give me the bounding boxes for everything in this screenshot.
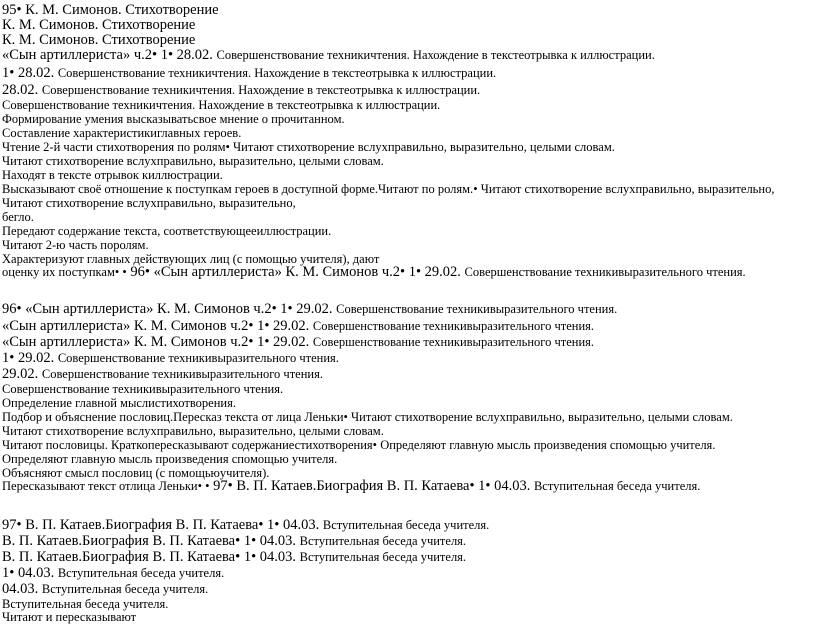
text-run: 1 xyxy=(474,478,486,494)
bullet-icon: • xyxy=(287,301,293,317)
document-line xyxy=(2,366,323,382)
bullet-icon: • xyxy=(9,565,15,581)
text-run: Совершенствование техникичтения. Нахождение в текстеотрывка к иллюстрации. xyxy=(2,98,441,112)
text-run: В. П. Катаев.Биография В. П. Катаева xyxy=(2,533,236,549)
text-run: 97 xyxy=(209,478,228,494)
document-line xyxy=(2,549,466,565)
bullet-icon: • xyxy=(251,533,257,549)
bullet-icon: • xyxy=(16,301,22,317)
text-run: Вступительная беседа учителя. xyxy=(299,534,467,548)
bullet-icon: • xyxy=(167,47,174,63)
bullet-icon: • xyxy=(258,517,264,533)
text-run: 1 xyxy=(263,517,275,533)
text-run: В. П. Катаев.Биография В. П. Катаева xyxy=(232,478,470,494)
text-run: 29.02. xyxy=(269,334,313,350)
bullet-icon: • xyxy=(469,478,475,494)
bullet-icon: • xyxy=(372,438,378,452)
text-run: В. П. Катаев.Биография В. П. Катаева xyxy=(2,549,236,565)
bullet-icon: • xyxy=(205,479,210,493)
text-run: Вступительная беседа учителя. xyxy=(2,597,169,611)
bullet-icon: • xyxy=(264,318,270,334)
text-run: Вступительная беседа учителя. xyxy=(322,518,490,532)
bullet-icon: • xyxy=(251,549,257,565)
document-line xyxy=(2,318,594,334)
document-line xyxy=(2,82,480,98)
text-run: К. М. Симонов. Стихотворение xyxy=(2,32,196,48)
text-run: 28.02. xyxy=(173,47,217,63)
text-run: Читают и пересказывают xyxy=(2,610,137,624)
bullet-icon: • xyxy=(227,478,233,494)
document-line xyxy=(2,195,296,211)
text-run: Передают содержание текста, соответствующееиллюстрации. xyxy=(2,224,332,238)
text-run: 04.03. xyxy=(279,517,323,533)
bullet-icon: • xyxy=(197,479,202,493)
document-line xyxy=(2,17,195,33)
document-line xyxy=(2,47,655,63)
text-run: Читают 2-ю часть поролям. xyxy=(2,238,149,252)
text-run: «Сын артиллериста» К. М. Симонов ч.2 xyxy=(21,301,272,317)
bullet-icon: • xyxy=(485,478,491,494)
text-run: 04.03. xyxy=(490,478,534,494)
text-run: Определяют главную мысль произведения спомощью учителя. xyxy=(2,452,338,466)
text-run: Читают пословицы. Краткопересказывают содержаниестихотворения xyxy=(2,438,373,452)
text-run: Совершенствование техникивыразительного чтения. xyxy=(2,382,284,396)
text-run: Совершенствование техникичтения. Нахождение в текстеотрывка к иллюстрации. xyxy=(216,48,655,62)
document-line xyxy=(2,517,489,533)
text-run: 29.02. xyxy=(269,318,313,334)
document-line xyxy=(2,264,746,280)
text-run: Совершенствование техникивыразительного чтения. xyxy=(312,335,595,349)
text-run: «Сын артиллериста» К. М. Симонов ч.2 xyxy=(2,334,249,350)
text-run: 1 xyxy=(2,350,10,366)
text-run: «Сын артиллериста» ч.2 xyxy=(2,47,152,63)
text-run: Вступительная беседа учителя. xyxy=(299,550,467,564)
text-run: Характеризуют главных действующих лиц (с помощью учителя), дают xyxy=(2,252,380,266)
bullet-icon: • xyxy=(248,334,254,350)
bullet-icon: • xyxy=(248,318,254,334)
text-run: Определение главной мыслистихотворения. xyxy=(2,396,236,410)
text-run: Объясняют смысл пословиц (с помощьюучителя). xyxy=(2,466,270,480)
text-run: 95 xyxy=(2,2,17,18)
document-line xyxy=(2,350,339,366)
bullet-icon: • xyxy=(114,265,120,279)
text-run: 96 xyxy=(126,264,145,280)
bullet-icon: • xyxy=(274,517,280,533)
text-run: 1 xyxy=(253,318,265,334)
text-run: 1 xyxy=(2,565,10,581)
bullet-icon: • xyxy=(225,140,230,154)
bullet-icon: • xyxy=(343,410,348,424)
text-run: 04.03. xyxy=(14,565,58,581)
text-run: 96 xyxy=(2,301,17,317)
bullet-icon: • xyxy=(473,182,478,196)
text-run: Читают стихотворение вслухправильно, выразительно, целыми словам. xyxy=(229,140,615,154)
text-run: Чтение 2-й части стихотворения по ролям xyxy=(2,140,226,154)
text-run: Вступительная беседа учителя. xyxy=(41,582,209,596)
text-run: 29.02. xyxy=(421,264,465,280)
text-run: 04.03. xyxy=(256,533,300,549)
document-line xyxy=(2,334,594,350)
text-run: 28.02. xyxy=(14,65,58,81)
bullet-icon: • xyxy=(235,549,241,565)
document-line xyxy=(2,581,208,597)
bullet-icon: • xyxy=(122,265,127,279)
document-line xyxy=(2,2,219,18)
text-run: К. М. Симонов. Стихотворение xyxy=(21,2,219,18)
text-run: Определяют главную мысль произведения спомощью учителя. xyxy=(377,438,716,452)
text-run: Подбор и объяснение пословиц.Пересказ текста от лица Леньки xyxy=(2,410,344,424)
bullet-icon: • xyxy=(235,533,241,549)
text-run: Читают стихотворение вслухправильно, выразительно, целыми словам. xyxy=(347,410,733,424)
text-run: Вступительная беседа учителя. xyxy=(57,566,225,580)
text-run: 1 xyxy=(276,301,288,317)
text-run: 1 xyxy=(157,47,168,63)
text-run: Совершенствование техникивыразительного чтения. xyxy=(336,302,618,316)
bullet-icon: • xyxy=(400,264,406,280)
text-run: 04.03. xyxy=(2,581,42,597)
document-line xyxy=(2,301,617,317)
document-line xyxy=(2,32,195,48)
text-run: Формирование умения высказыватьсвое мнение о прочитанном. xyxy=(2,112,345,126)
bullet-icon: • xyxy=(9,350,15,366)
text-run: Совершенствование техникичтения. Нахождение в текстеотрывка к иллюстрации. xyxy=(41,83,481,97)
text-run: Читают стихотворение вслухправильно, выразительно, целыми словам. xyxy=(2,154,384,168)
text-run: 1 xyxy=(240,549,252,565)
text-run: «Сын артиллериста» К. М. Симонов ч.2 xyxy=(150,264,401,280)
text-run: Находят в тексте отрывок киллюстрации. xyxy=(2,168,223,182)
text-run: Читают стихотворение вслухправильно, выразительно, xyxy=(477,182,775,196)
text-run: 1 xyxy=(2,65,10,81)
text-run: К. М. Симонов. Стихотворение xyxy=(2,17,196,33)
bullet-icon: • xyxy=(415,264,422,280)
bullet-icon: • xyxy=(151,47,158,63)
text-run: 1 xyxy=(405,264,416,280)
text-run: 28.02. xyxy=(2,82,42,98)
bullet-icon: • xyxy=(9,65,15,81)
text-run: 29.02. xyxy=(2,366,42,382)
bullet-icon: • xyxy=(16,517,22,533)
text-run: Высказывают своё отношение к поступкам героев в доступной форме.Читают по ролям. xyxy=(2,182,474,196)
text-run: 1 xyxy=(253,334,265,350)
text-run: 1 xyxy=(240,533,252,549)
document-line xyxy=(2,65,496,81)
text-run: «Сын артиллериста» К. М. Симонов ч.2 xyxy=(2,318,249,334)
text-run: Совершенствование техникивыразительного чтения. xyxy=(464,265,746,279)
text-run: 29.02. xyxy=(292,301,337,317)
text-run: 29.02. xyxy=(14,350,58,366)
bullet-icon: • xyxy=(264,334,270,350)
document-line xyxy=(2,565,224,581)
text-run: Читают стихотворение вслухправильно, выразительно, xyxy=(2,196,296,210)
bullet-icon: • xyxy=(16,2,22,18)
text-run: Пересказывают текст отлица Леньки xyxy=(2,479,198,493)
document-line xyxy=(2,478,700,494)
text-run: оценку их поступкам xyxy=(2,265,115,279)
text-run: Составление характеристикиглавных героев. xyxy=(2,126,242,140)
text-run: бегло. xyxy=(2,210,34,224)
document-line xyxy=(2,533,466,549)
text-run: 04.03. xyxy=(256,549,300,565)
text-run: Совершенствование техникивыразительного чтения. xyxy=(57,351,339,365)
text-run: Вступительная беседа учителя. xyxy=(533,479,701,493)
text-run: В. П. Катаев.Биография В. П. Катаева xyxy=(21,517,259,533)
document-line xyxy=(2,609,136,625)
bullet-icon: • xyxy=(144,264,150,280)
text-run: Совершенствование техникивыразительного чтения. xyxy=(41,367,323,381)
text-run: 97 xyxy=(2,517,17,533)
text-run: Читают стихотворение вслухправильно, выразительно, целыми словам. xyxy=(2,424,384,438)
text-run: Совершенствование техникичтения. Нахождение в текстеотрывка к иллюстрации. xyxy=(57,66,497,80)
text-run: Совершенствование техникивыразительного чтения. xyxy=(312,319,595,333)
bullet-icon: • xyxy=(271,301,277,317)
